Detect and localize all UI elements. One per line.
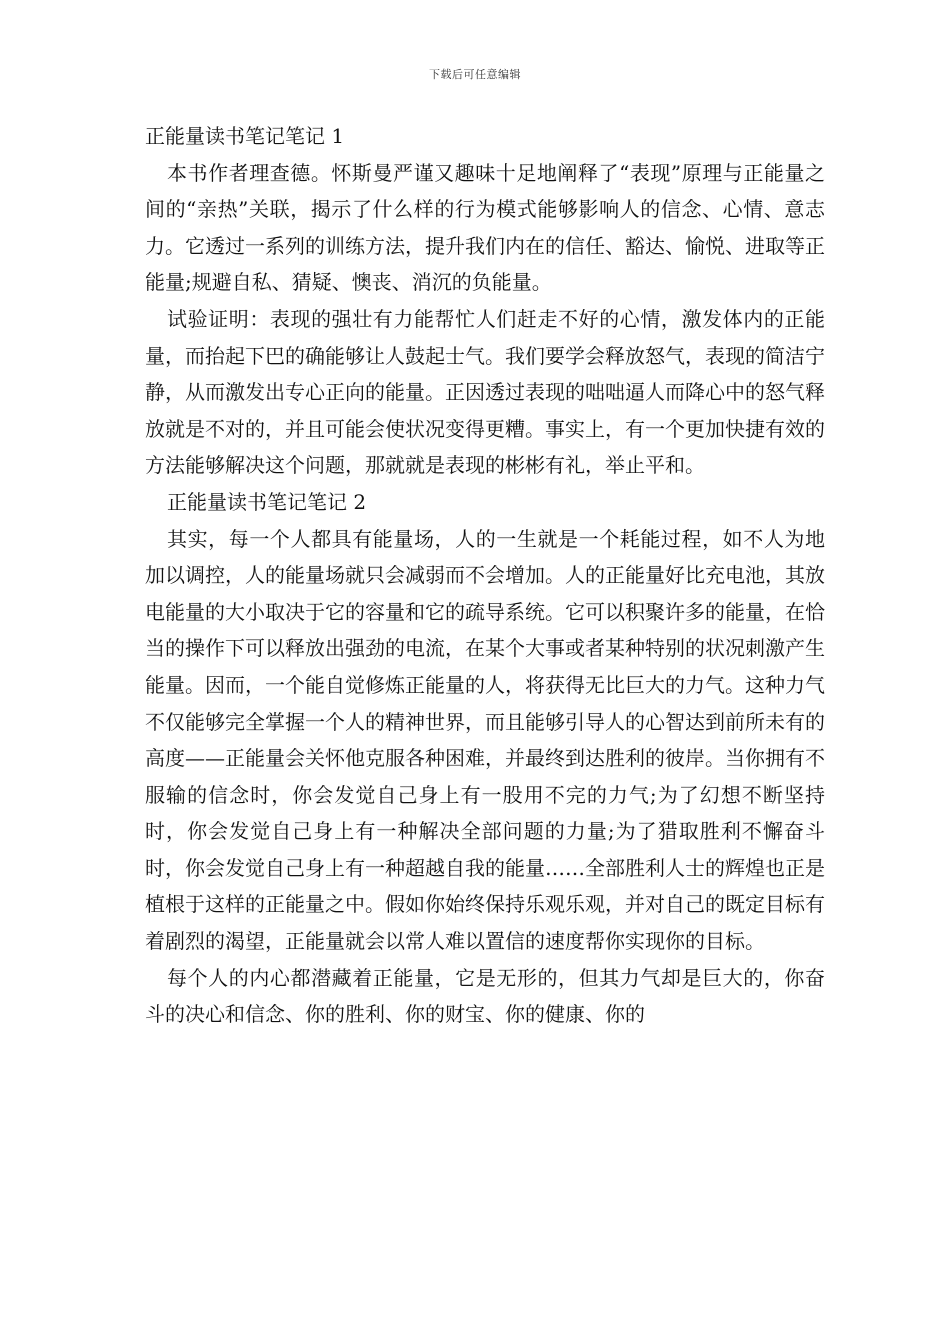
paragraph-3: 其实，每一个人都具有能量场，人的一生就是一个耗能过程，如不人为地加以调控，人的能量场就只会减弱而不会增加。人的正能量好比充电池，其放电能量的大小取决于它的容量和它的疏导系统。它可以积聚许多的能量，在恰当的操作下可以释放出强劲的电流，在某个大事或者某种特别的状况刺激产生能量。因而，一个能自觉修炼正能量的人，将获得无比巨大的力气。这种力气不仅能够完全掌握一个人的精神世界，而且能够引导人的心智达到前所未有的高度——正能量会关怀他克服各种困难，并最终到达胜利的彼岸。当你拥有不服输的信念时，你会发觉自己身上有一股用不完的力气;为了幻想不断坚持时，你会发觉自己身上有一种解决全部问题的力量;为了猎取胜利不懈奋斗时，你会发觉自己身上有一种超越自我的能量……全部胜利人士的辉煌也正是植根于这样的正能量之中。假如你始终保持乐观乐观，并对自己的既定目标有着剧烈的渴望，正能量就会以常人难以置信的速度帮你实现你的目标。 bbox=[145, 526, 825, 954]
section-title-1: 正能量读书笔记笔记 1 bbox=[145, 124, 345, 148]
paragraph-4: 每个人的内心都潜藏着正能量，它是无形的，但其力气却是巨大的，你奋斗的决心和信念、你的胜利、你的财宝、你的健康、你的 bbox=[145, 965, 825, 1027]
document-body bbox=[145, 118, 825, 1033]
section-title-2: 正能量读书笔记笔记 2 bbox=[167, 489, 367, 514]
paragraph-1: 本书作者理查德。怀斯曼严谨又趣味十足地阐释了“表现”原理与正能量之间的“亲热”关联，揭示了什么样的行为模式能够影响人的信念、心情、意志力。它透过一系列的训练方法，提升我们内在的信任、豁达、愉悦、进取等正能量;规避自私、猜疑、懊丧、消沉的负能量。 bbox=[145, 160, 825, 295]
header-note: 下载后可任意编辑 bbox=[429, 68, 521, 81]
paragraph-2: 试验证明：表现的强壮有力能帮忙人们赶走不好的心情，激发体内的正能量，而抬起下巴的确能够让人鼓起士气。我们要学会释放怒气，表现的简洁宁静，从而激发出专心正向的能量。正因透过表现的咄咄逼人而降心中的怒气释放就是不对的，并且可能会使状况变得更糟。事实上，有一个更加快捷有效的方法能够解决这个问题，那就就是表现的彬彬有礼，举止平和。 bbox=[145, 306, 825, 478]
